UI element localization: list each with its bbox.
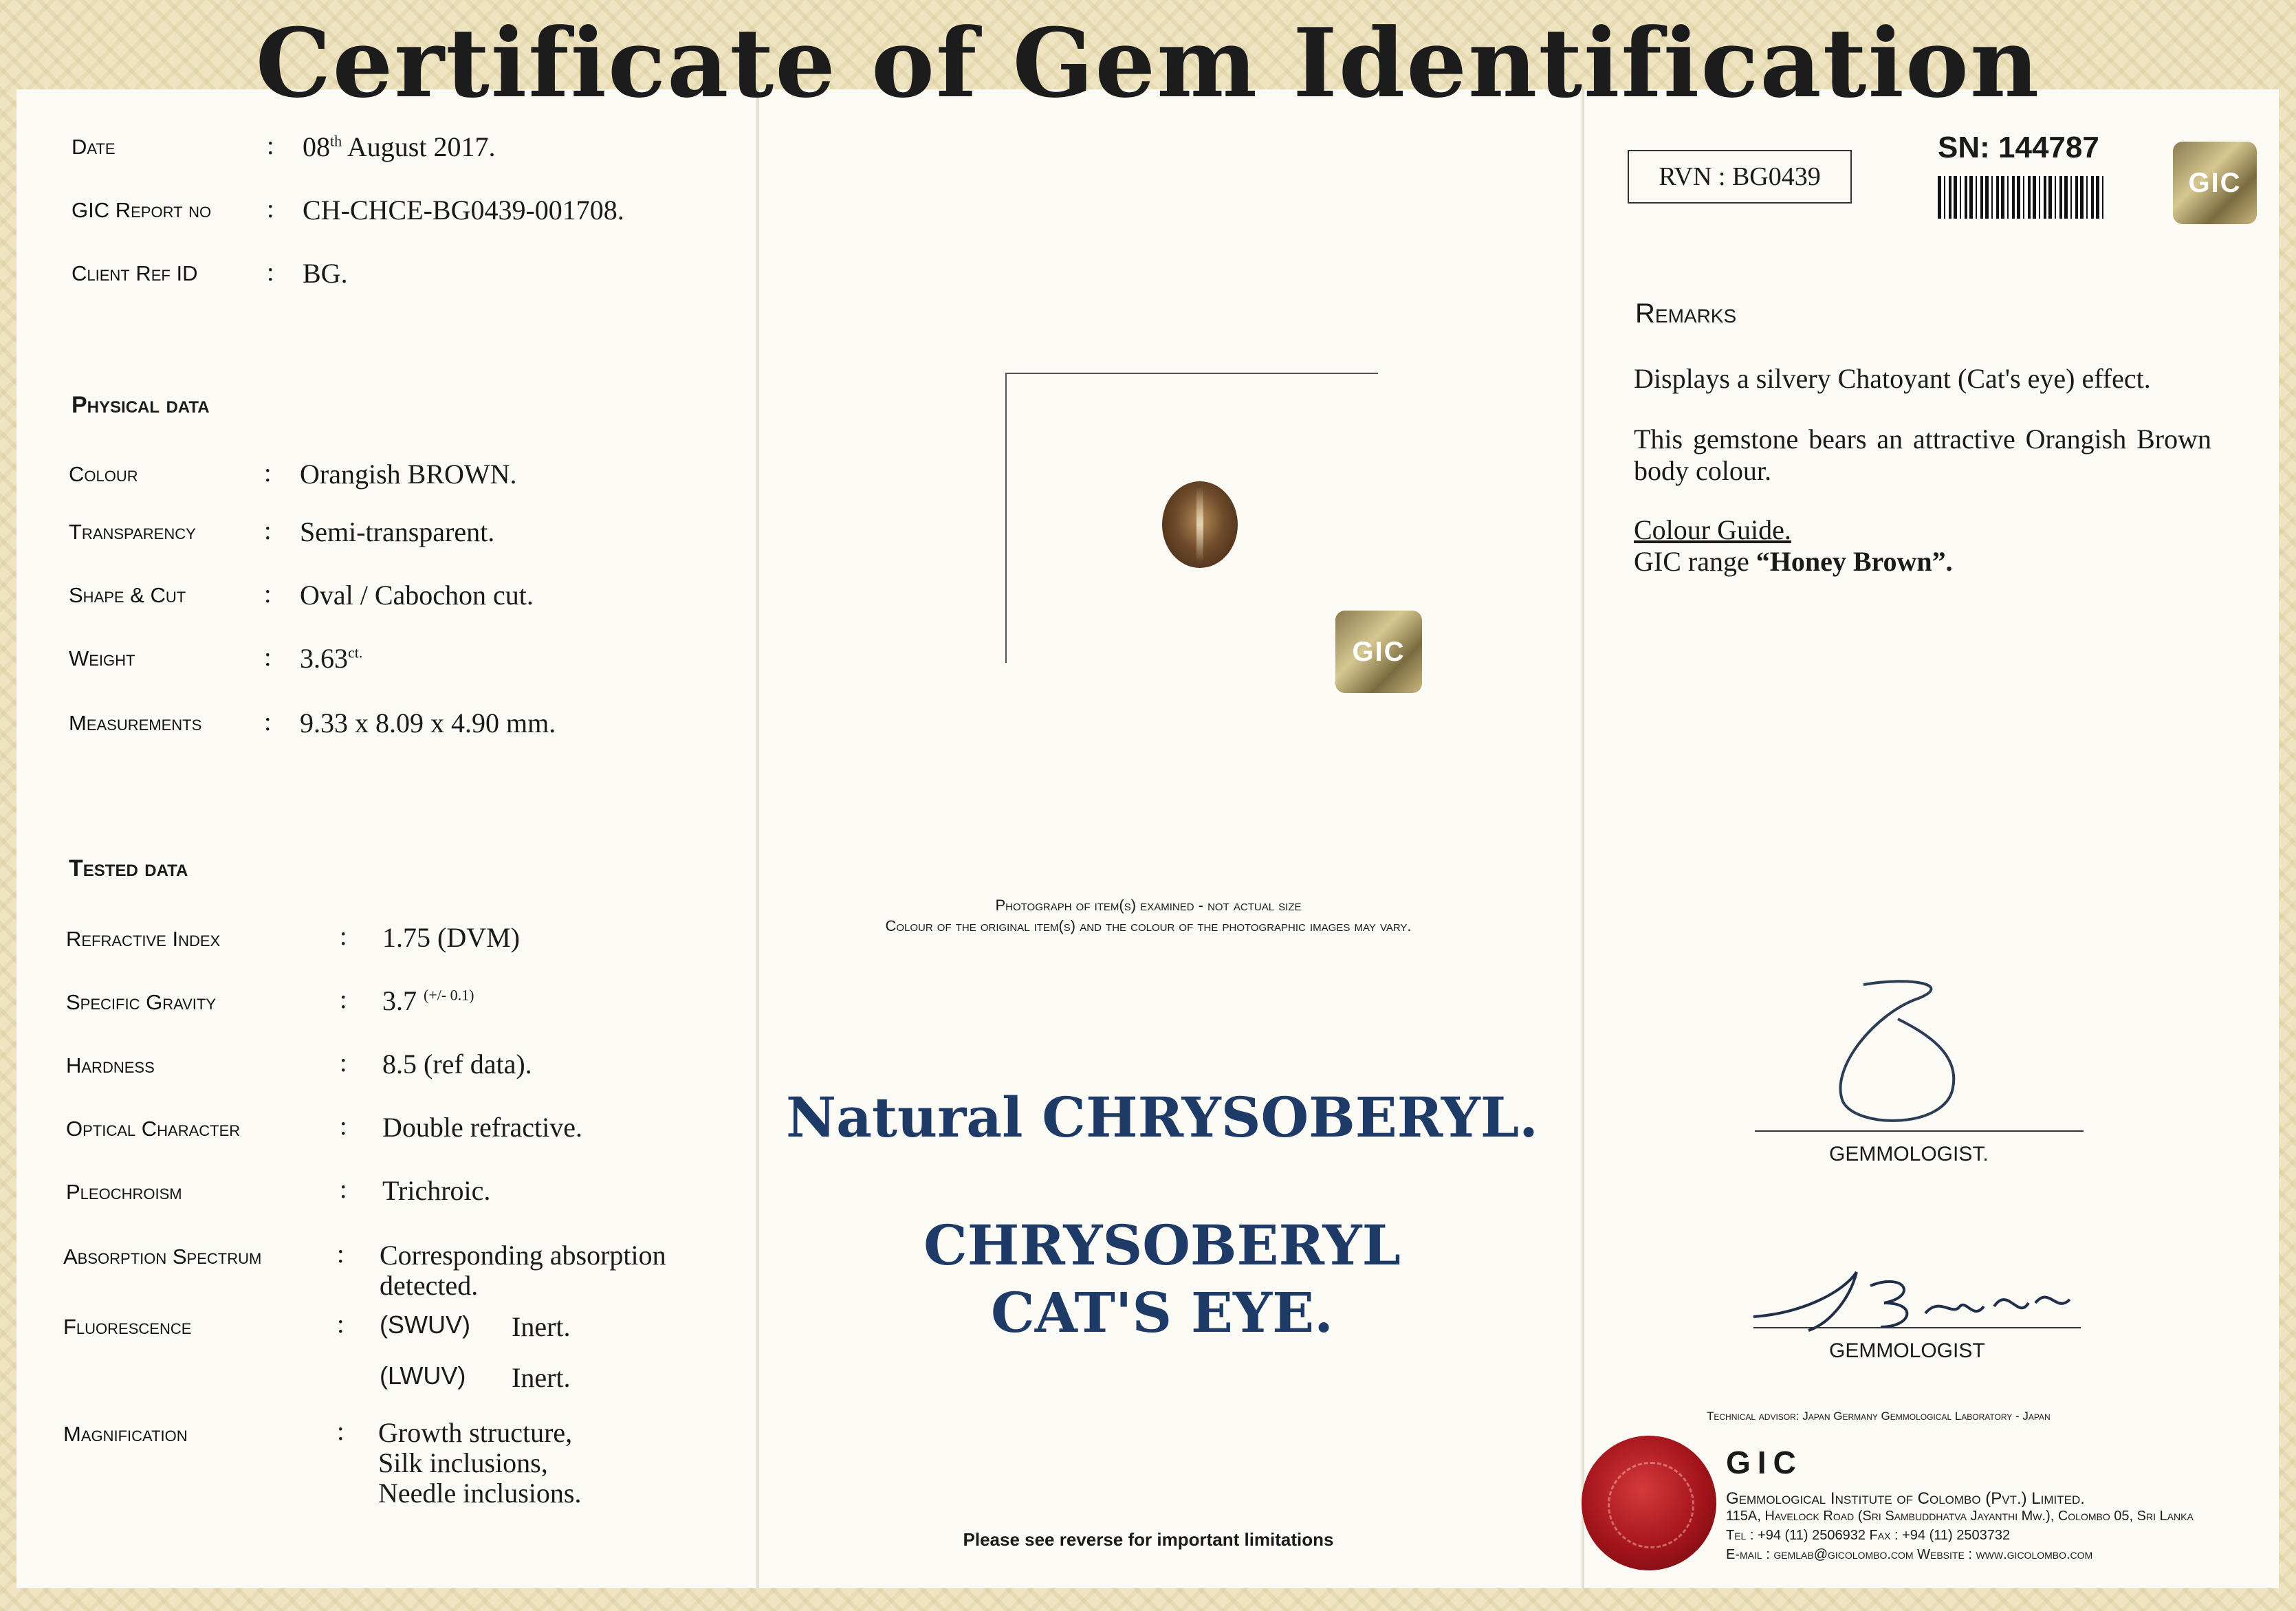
remarks-heading: Remarks [1635,298,1737,329]
hardness-label: Hardness [66,1053,155,1077]
certificate-title: Certificate of Gem Identification [255,7,2041,119]
physical-data-heading: Physical data [72,392,210,418]
fold-line [1582,89,1584,1588]
weight-value: $3.63^{ct.}$ [300,643,363,674]
photo-caption-line2: Colour of the original item(s) and the colour of the photographic images may vary. [885,917,1412,934]
gemmologist-label-2: GEMMOLOGIST [1829,1339,1985,1362]
report-no-label: GIC Report no [72,198,212,222]
colour-value: Orangish BROWN. [300,459,517,490]
absorption-label: Absorption Spectrum [63,1245,262,1269]
org-contact: E-mail : gemlab@gicolombo.com Website : www.gicolombo.com [1726,1547,2093,1562]
colour-guide-line: GIC range “Honey Brown”. [1634,546,1953,577]
measurements-label: Measurements [69,711,202,735]
measurements-value: 9.33 x 8.09 x 4.90 mm. [300,708,556,738]
lwuv-value: Inert. [512,1362,571,1393]
weight-label: Weight [69,646,135,670]
lwuv-label: (LWUV) [380,1361,466,1390]
report-no-value: CH-CHCE-BG0439-001708. [303,195,624,226]
fluorescence-label: Fluorescence [63,1315,192,1339]
wax-seal [1582,1436,1716,1570]
refractive-index-label: Refractive Index [66,927,221,951]
gemstone-photo [1162,481,1238,568]
signature-2 [1747,1265,2077,1334]
date-value: 08th August 2017. [303,131,496,162]
transparency-label: Transparency [69,520,196,544]
client-ref-value: BG. [303,258,348,289]
technical-advisor: Technical advisor: Japan Germany Gemmological Laboratory - Japan [1707,1410,2051,1423]
limitations-note: Please see reverse for important limitations [963,1529,1334,1550]
transparency-value: Semi-transparent. [300,516,495,547]
gic-hologram: GIC [1335,611,1422,693]
tested-data-heading: Tested data [69,855,188,881]
pleochroism-label: Pleochroism [66,1180,182,1204]
signature-line-1 [1755,1130,2084,1132]
gic-hologram-small: GIC [2173,142,2257,224]
barcode [1938,176,2106,219]
species-name: Natural CHRYSOBERYL. [786,1085,1538,1150]
hardness-value: 8.5 (ref data). [382,1049,532,1080]
shape-cut-label: Shape & Cut [69,583,186,607]
remark-2: This gemstone bears an attractive Orangish Brown body colour. [1634,424,2211,486]
magnification-line2: Silk inclusions, [378,1447,548,1478]
org-phone: Tel : +94 (11) 2506932 Fax : +94 (11) 2503732 [1726,1528,2011,1543]
serial-number: SN: 144787 [1938,131,2099,164]
remark-1: Displays a silvery Chatoyant (Cat's eye) effect. [1634,363,2151,394]
colour-label: Colour [69,462,138,486]
magnification-line1: Growth structure, [378,1417,573,1448]
magnification-line3: Needle inclusions. [378,1478,582,1509]
signature-line-2 [1753,1327,2081,1328]
fold-line [756,89,759,1588]
refractive-index-value: 1.75 (DVM) [382,922,520,953]
colour-guide-label: Colour Guide. [1634,514,1791,545]
org-short-name: GIC [1726,1445,1803,1480]
photo-caption-line1: Photograph of item(s) examined - not actual size [995,897,1302,914]
optical-character-value: Double refractive. [382,1112,582,1143]
certificate: Certificate of Gem Identification Date : 08th August 2017. GIC Report no : CH-CHCE-BG0439-001708. Client Ref ID : BG. Physical data Colour : Orangish BROWN. Transparency : Semi-transparent. Shape & Cut : Oval / Cabochon cut. Weight : $3.63^{ct.}$ Measurements : 9.33 x 8.09 x 4.90 mm. Tested data Refractive Index : 1.75 (DVM) Specific Gravity : 3.7 $^{(+/- 0.1)}$ Hardness : 8.5 (ref data). Optical Character : Double refractive. Pleochroism : Trichroic. Absorption Spectrum : Corresponding absorption detected. Fluorescence : (SWUV) Inert. (LWUV) Inert. Magnification : Growth structure, Silk inclusions, Needle inclusions. GIC Photograph of item(s) examined - not actual size Colour of the original item(s) and the colour of the photographic images may vary. Natural CHRYSOBERYL. CHRYSOBERYL CAT'S EYE. Please see reverse for important limitations RVN : BG0439 SN: 144787 GIC Remarks Displays a silvery Chatoyant (Cat's eye) effect. This gemstone bears an attractive Orangish Brown body colour. Colour Guide. GIC range “Honey Brown”. GEMMOLOGIST. GEMMOLOGIST Technical advisor: Japan Germany Gemmological Laboratory - Japan GIC Gemmological Institute of Colombo (Pvt.) Limited. 115A, Havelock Road (Sri Sambuddhatva Jayanthi Mw.), Colombo 05, Sri Lanka Tel : +94 (11) 2506932 Fax : +94 (11) 2503732 E-mail : gemlab@gicolombo.com Website : www.gicolombo.com [0,0,2296,1611]
date-label: Date [72,135,116,159]
shape-cut-value: Oval / Cabochon cut. [300,580,534,611]
client-ref-label: Client Ref ID [72,261,198,285]
optical-character-label: Optical Character [66,1117,241,1141]
specific-gravity-label: Specific Gravity [66,990,217,1014]
swuv-label: (SWUV) [380,1311,470,1339]
gemmologist-label-1: GEMMOLOGIST. [1829,1143,1989,1165]
signature-1 [1815,971,1967,1136]
swuv-value: Inert. [512,1311,571,1342]
org-full-name: Gemmological Institute of Colombo (Pvt.) Limited. [1726,1489,2085,1508]
certificate-body [17,89,2279,1588]
absorption-value-line1: Corresponding absorption [380,1240,666,1271]
variety-line2: CAT'S EYE. [991,1280,1333,1345]
variety-line1: CHRYSOBERYL [923,1213,1401,1278]
rvn-box: RVN : BG0439 [1628,150,1852,204]
specific-gravity-value: 3.7 $^{(+/- 0.1)}$ [382,985,474,1016]
org-address: 115A, Havelock Road (Sri Sambuddhatva Jayanthi Mw.), Colombo 05, Sri Lanka [1726,1509,2194,1524]
magnification-label: Magnification [63,1422,188,1446]
pleochroism-value: Trichroic. [382,1175,491,1206]
absorption-value-line2: detected. [380,1270,479,1301]
